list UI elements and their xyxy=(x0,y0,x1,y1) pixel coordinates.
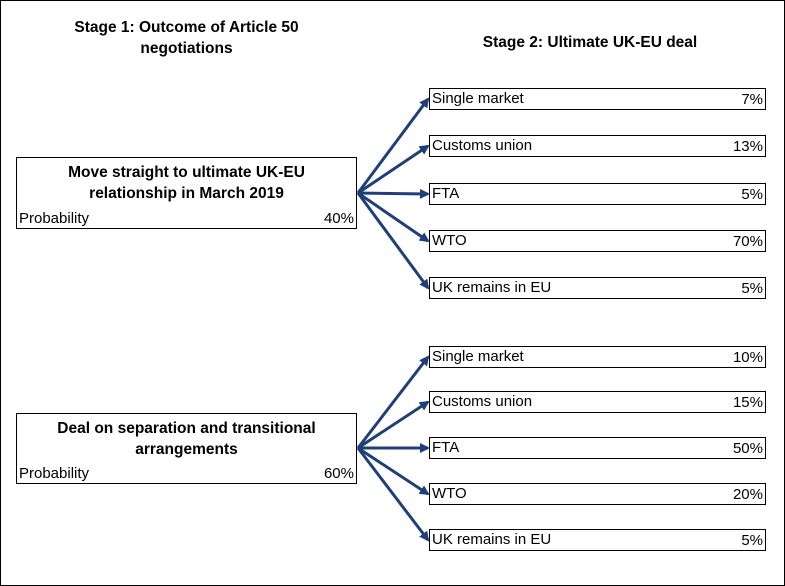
outcome-label: UK remains in EU xyxy=(432,531,552,548)
outcome-wto xyxy=(429,230,766,252)
probability-value: 40% xyxy=(323,210,354,227)
branch-arrow xyxy=(358,146,428,193)
outcome-value: 5% xyxy=(741,280,763,297)
outcome-value: 13% xyxy=(732,138,763,155)
scenario-title-line2: relationship in March 2019 xyxy=(89,185,284,202)
outcome-wto xyxy=(429,483,766,505)
branch-arrow xyxy=(358,357,428,448)
branch-arrow xyxy=(358,448,428,494)
stage1-title-line1: Stage 1: Outcome of Article 50 xyxy=(74,19,299,36)
outcome-value: 7% xyxy=(741,91,763,108)
outcome-value: 20% xyxy=(732,486,763,503)
scenario-title xyxy=(17,418,356,460)
scenario-title-line2: arrangements xyxy=(135,441,238,458)
outcome-value: 50% xyxy=(732,440,763,457)
outcome-single-market xyxy=(429,88,766,110)
outcome-uk-remains xyxy=(429,529,766,551)
outcome-value: 5% xyxy=(741,532,763,549)
stage2-title: Stage 2: Ultimate UK-EU deal xyxy=(482,34,698,51)
outcome-label: Customs union xyxy=(432,393,533,410)
outcome-uk-remains xyxy=(429,277,766,299)
outcome-label: Customs union xyxy=(432,137,533,154)
branch-arrow xyxy=(358,448,428,540)
outcome-value: 15% xyxy=(732,394,763,411)
probability-value: 60% xyxy=(323,465,354,482)
scenario-title xyxy=(17,162,356,204)
probability-label: Probability xyxy=(19,465,90,482)
scenario-box-transition-deal xyxy=(16,413,357,484)
outcome-label: Single market xyxy=(432,90,524,107)
branch-arrow xyxy=(358,402,428,448)
branch-arrow xyxy=(358,193,428,241)
outcome-single-market xyxy=(429,346,766,368)
probability-label: Probability xyxy=(19,210,90,227)
outcome-fta xyxy=(429,437,766,459)
scenario-title-line1: Deal on separation and transitional xyxy=(57,420,316,437)
outcome-value: 70% xyxy=(732,233,763,250)
outcome-label: WTO xyxy=(432,232,467,249)
outcome-fta xyxy=(429,183,766,205)
outcome-value: 10% xyxy=(732,349,763,366)
outcome-label: FTA xyxy=(432,185,460,202)
branch-arrow xyxy=(358,193,428,288)
branch-arrow xyxy=(358,99,428,193)
outcome-label: Single market xyxy=(432,348,524,365)
branch-arrow xyxy=(358,193,428,194)
outcome-customs-union xyxy=(429,391,766,413)
outcome-customs-union xyxy=(429,135,766,157)
outcome-label: WTO xyxy=(432,485,467,502)
outcome-label: UK remains in EU xyxy=(432,279,552,296)
outcome-value: 5% xyxy=(741,186,763,203)
outcome-label: FTA xyxy=(432,439,460,456)
stage1-title-line2: negotiations xyxy=(140,40,233,57)
scenario-box-march-2019 xyxy=(16,157,357,229)
scenario-title-line1: Move straight to ultimate UK-EU xyxy=(68,164,305,181)
